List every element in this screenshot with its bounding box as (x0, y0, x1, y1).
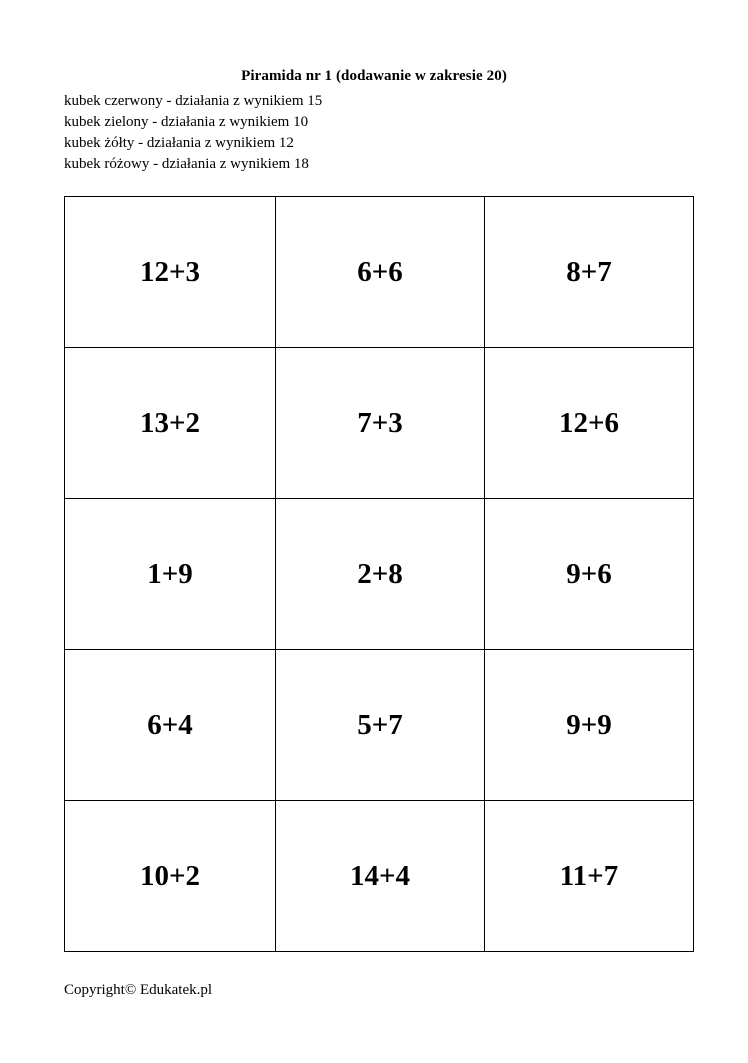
table-row (65, 650, 694, 801)
card-cell: 1+9 (65, 499, 276, 650)
card-cell: 14+4 (276, 801, 485, 952)
card-cell: 8+7 (485, 197, 694, 348)
page-title: Piramida nr 1 (dodawanie w zakresie 20) (241, 68, 507, 84)
card-cell: 6+6 (276, 197, 485, 348)
card-cell: 12+6 (485, 348, 694, 499)
cards-table (64, 196, 694, 952)
card-cell: 13+2 (65, 348, 276, 499)
table-row (65, 348, 694, 499)
table-row (65, 197, 694, 348)
legend-item-green: kubek zielony - działania z wynikiem 10 (64, 114, 309, 130)
legend-item-pink: kubek różowy - działania z wynikiem 18 (64, 156, 309, 172)
table-row (65, 801, 694, 952)
card-cell: 6+4 (65, 650, 276, 801)
card-cell: 5+7 (276, 650, 485, 801)
card-cell: 11+7 (485, 801, 694, 952)
legend-list (0, 85, 748, 175)
legend-item-red: kubek czerwony - działania z wynikiem 15 (64, 93, 323, 109)
card-cell: 12+3 (65, 197, 276, 348)
card-cell: 10+2 (65, 801, 276, 952)
card-cell: 7+3 (276, 348, 485, 499)
legend-item-yellow: kubek żółty - działania z wynikiem 12 (64, 135, 294, 151)
card-cell: 9+9 (485, 650, 694, 801)
card-cell: 9+6 (485, 499, 694, 650)
table-row (65, 499, 694, 650)
cards-grid (64, 196, 684, 952)
copyright-footer: Copyright© Edukatek.pl (64, 982, 213, 998)
card-cell: 2+8 (276, 499, 485, 650)
